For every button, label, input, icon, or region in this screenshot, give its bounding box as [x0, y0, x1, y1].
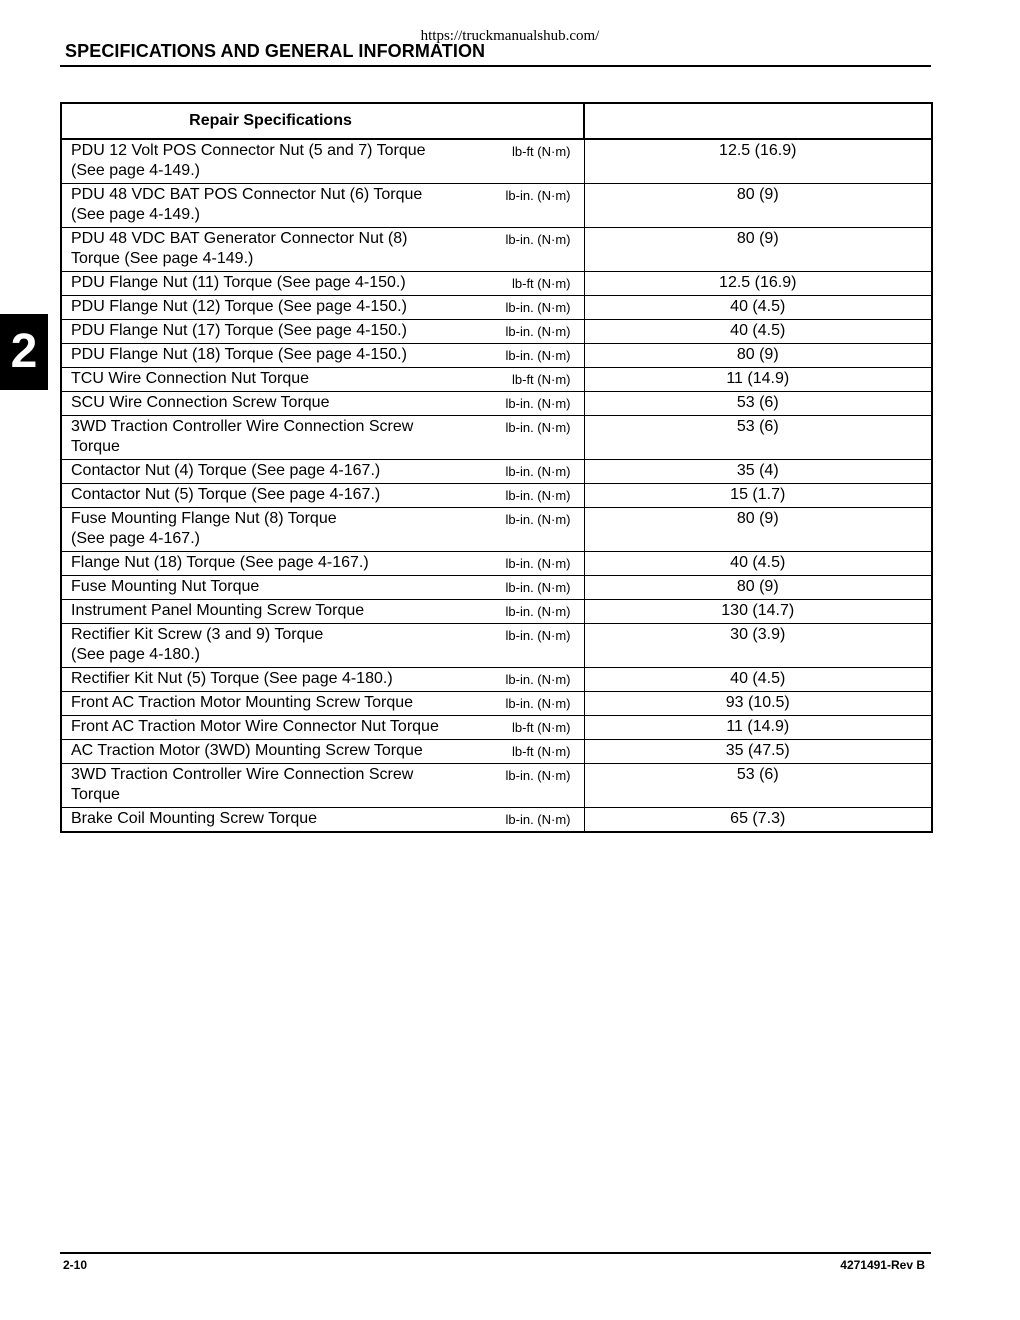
spec-description: PDU 12 Volt POS Connector Nut (5 and 7) Torque (See page 4-149.)	[61, 139, 479, 184]
spec-value: 53 (6)	[584, 392, 932, 416]
spec-description: Instrument Panel Mounting Screw Torque	[61, 600, 479, 624]
spec-description: 3WD Traction Controller Wire Connection Screw Torque	[61, 764, 479, 808]
spec-unit: lb-in. (N·m)	[479, 484, 584, 508]
spec-unit: lb-in. (N·m)	[479, 668, 584, 692]
spec-description: Front AC Traction Motor Mounting Screw Torque	[61, 692, 479, 716]
table-row	[61, 764, 932, 808]
table-row	[61, 416, 932, 460]
page-title: SPECIFICATIONS AND GENERAL INFORMATION	[65, 41, 486, 61]
spec-unit: lb-ft (N·m)	[479, 272, 584, 296]
spec-value: 12.5 (16.9)	[584, 272, 932, 296]
spec-description: 3WD Traction Controller Wire Connection Screw Torque	[61, 416, 479, 460]
spec-description: PDU 48 VDC BAT Generator Connector Nut (8) Torque (See page 4-149.)	[61, 228, 479, 272]
table-row	[61, 692, 932, 716]
spec-value: 30 (3.9)	[584, 624, 932, 668]
spec-description: TCU Wire Connection Nut Torque	[61, 368, 479, 392]
spec-unit: lb-in. (N·m)	[479, 184, 584, 228]
spec-value: 93 (10.5)	[584, 692, 932, 716]
table-header-title: Repair Specifications	[61, 103, 479, 139]
spec-unit: lb-in. (N·m)	[479, 296, 584, 320]
spec-value: 12.5 (16.9)	[584, 139, 932, 184]
spec-unit: lb-in. (N·m)	[479, 576, 584, 600]
spec-description: Rectifier Kit Nut (5) Torque (See page 4-180.)	[61, 668, 479, 692]
table-row	[61, 740, 932, 764]
spec-description: PDU Flange Nut (18) Torque (See page 4-150.)	[61, 344, 479, 368]
spec-unit: lb-in. (N·m)	[479, 764, 584, 808]
table-header-value	[584, 103, 932, 139]
spec-unit: lb-in. (N·m)	[479, 600, 584, 624]
spec-description: PDU Flange Nut (17) Torque (See page 4-150.)	[61, 320, 479, 344]
spec-value: 40 (4.5)	[584, 296, 932, 320]
spec-value: 40 (4.5)	[584, 320, 932, 344]
spec-value: 11 (14.9)	[584, 368, 932, 392]
spec-value: 65 (7.3)	[584, 808, 932, 833]
table-row	[61, 668, 932, 692]
table-row	[61, 184, 932, 228]
spec-description: Fuse Mounting Flange Nut (8) Torque (See page 4-167.)	[61, 508, 479, 552]
spec-value: 80 (9)	[584, 576, 932, 600]
spec-value: 53 (6)	[584, 764, 932, 808]
spec-value: 80 (9)	[584, 184, 932, 228]
spec-description: Rectifier Kit Screw (3 and 9) Torque (See page 4-180.)	[61, 624, 479, 668]
spec-value: 35 (4)	[584, 460, 932, 484]
spec-description: Flange Nut (18) Torque (See page 4-167.)	[61, 552, 479, 576]
table-row	[61, 296, 932, 320]
chapter-tab: 2	[0, 314, 48, 390]
spec-unit: lb-in. (N·m)	[479, 392, 584, 416]
spec-description: Front AC Traction Motor Wire Connector Nut Torque	[61, 716, 479, 740]
repair-specifications-table	[60, 102, 933, 833]
table-row	[61, 484, 932, 508]
table-row	[61, 576, 932, 600]
table-header-unit	[479, 103, 584, 139]
spec-unit: lb-in. (N·m)	[479, 624, 584, 668]
spec-unit: lb-in. (N·m)	[479, 320, 584, 344]
spec-description: AC Traction Motor (3WD) Mounting Screw Torque	[61, 740, 479, 764]
spec-value: 40 (4.5)	[584, 552, 932, 576]
spec-description: Brake Coil Mounting Screw Torque	[61, 808, 479, 833]
table-row	[61, 139, 932, 184]
spec-description: Contactor Nut (4) Torque (See page 4-167.)	[61, 460, 479, 484]
table-row	[61, 508, 932, 552]
table-row	[61, 272, 932, 296]
table-row	[61, 808, 932, 833]
table-row	[61, 716, 932, 740]
table-row	[61, 228, 932, 272]
spec-description: Fuse Mounting Nut Torque	[61, 576, 479, 600]
spec-value: 80 (9)	[584, 344, 932, 368]
spec-unit: lb-in. (N·m)	[479, 552, 584, 576]
spec-unit: lb-in. (N·m)	[479, 344, 584, 368]
spec-unit: lb-in. (N·m)	[479, 508, 584, 552]
spec-description: SCU Wire Connection Screw Torque	[61, 392, 479, 416]
table-row	[61, 320, 932, 344]
document-id: 4271491-Rev B	[840, 1258, 925, 1272]
spec-unit: lb-ft (N·m)	[479, 139, 584, 184]
spec-unit: lb-in. (N·m)	[479, 808, 584, 833]
source-url: https://truckmanualshub.com/	[420, 28, 600, 44]
table-body	[61, 139, 932, 832]
footer-divider	[60, 1252, 931, 1254]
spec-description: Contactor Nut (5) Torque (See page 4-167.)	[61, 484, 479, 508]
spec-unit: lb-ft (N·m)	[479, 740, 584, 764]
spec-value: 11 (14.9)	[584, 716, 932, 740]
table-row	[61, 600, 932, 624]
spec-unit: lb-in. (N·m)	[479, 692, 584, 716]
spec-value: 80 (9)	[584, 508, 932, 552]
spec-value: 15 (1.7)	[584, 484, 932, 508]
spec-description: PDU 48 VDC BAT POS Connector Nut (6) Torque (See page 4-149.)	[61, 184, 479, 228]
table-row	[61, 552, 932, 576]
table-row	[61, 368, 932, 392]
spec-value: 130 (14.7)	[584, 600, 932, 624]
spec-value: 40 (4.5)	[584, 668, 932, 692]
spec-unit: lb-ft (N·m)	[479, 716, 584, 740]
page-number: 2-10	[63, 1258, 88, 1272]
spec-value: 35 (47.5)	[584, 740, 932, 764]
table-row	[61, 460, 932, 484]
table-header-row	[61, 103, 932, 139]
spec-unit: lb-in. (N·m)	[479, 228, 584, 272]
spec-value: 80 (9)	[584, 228, 932, 272]
table-row	[61, 624, 932, 668]
spec-unit: lb-in. (N·m)	[479, 416, 584, 460]
spec-value: 53 (6)	[584, 416, 932, 460]
spec-description: PDU Flange Nut (11) Torque (See page 4-150.)	[61, 272, 479, 296]
spec-unit: lb-in. (N·m)	[479, 460, 584, 484]
header-divider	[60, 65, 931, 67]
table-row	[61, 344, 932, 368]
spec-unit: lb-ft (N·m)	[479, 368, 584, 392]
spec-description: PDU Flange Nut (12) Torque (See page 4-150.)	[61, 296, 479, 320]
table-row	[61, 392, 932, 416]
